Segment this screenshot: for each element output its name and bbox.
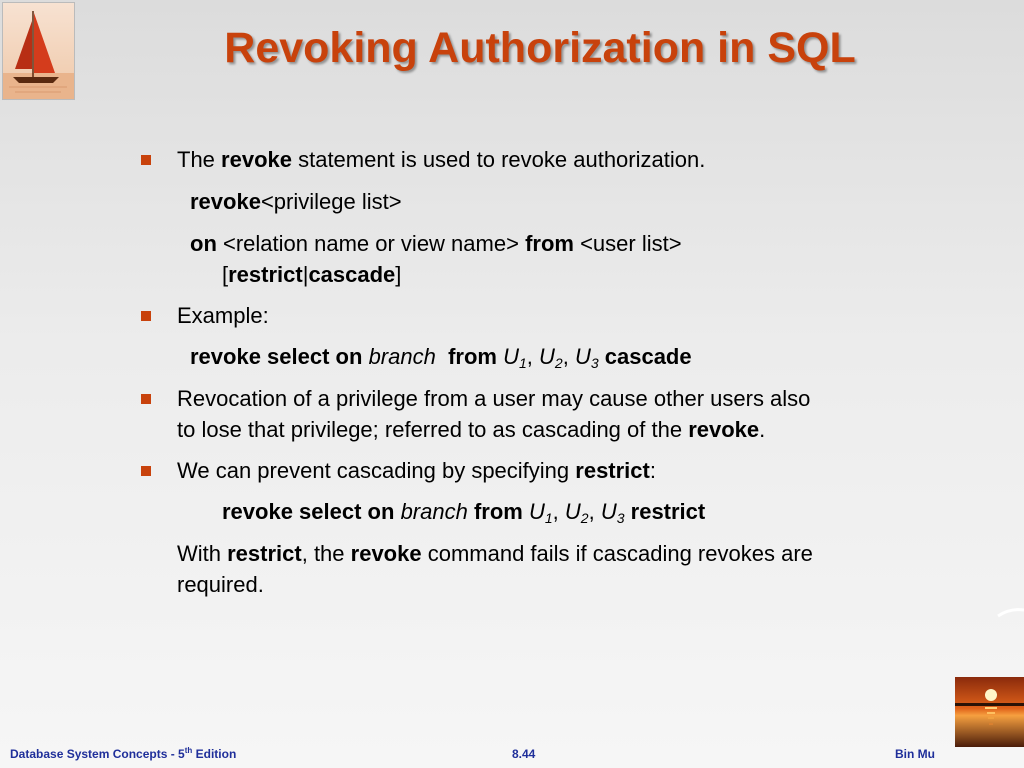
slide-title: Revoking Authorization in SQL [224, 24, 856, 72]
bullet-square-icon [141, 466, 151, 476]
syntax-line: revoke<privilege list> [190, 189, 402, 214]
syntax-line: on <relation name or view name> from <user list> [190, 231, 682, 256]
syntax-line: [restrict|cascade] [222, 262, 402, 287]
footer-course: Database System Concepts - 5th Edition [10, 746, 237, 761]
example-line: revoke select on branch from $U_1$, $U_2$, $U_3$ restrict [222, 499, 706, 526]
bullet-square-icon [141, 311, 151, 321]
footer-page-number: 8.44 [512, 747, 536, 761]
bullet-square-icon [141, 394, 151, 404]
bullet-text: Example: [177, 303, 269, 328]
example-line: revoke select on branch from $U_1$, $U_2$, $U_3$ cascade [190, 344, 692, 371]
note-text: required. [177, 572, 264, 597]
decorative-swoosh [996, 606, 1024, 620]
sunset-image [955, 677, 1024, 747]
footer-author: Bin Mu [895, 747, 935, 761]
bullet-square-icon [141, 155, 151, 165]
bullet-text: to lose that privilege; referred to as cascading of the revoke. [177, 417, 766, 442]
bullet-text: Revocation of a privilege from a user may cause other users also [177, 386, 811, 411]
bullet-text: We can prevent cascading by specifying restrict: [177, 458, 656, 483]
bullet-text: The revoke statement is used to revoke authorization. [177, 147, 706, 172]
note-text: With restrict, the revoke command fails if cascading revokes are [177, 541, 813, 566]
